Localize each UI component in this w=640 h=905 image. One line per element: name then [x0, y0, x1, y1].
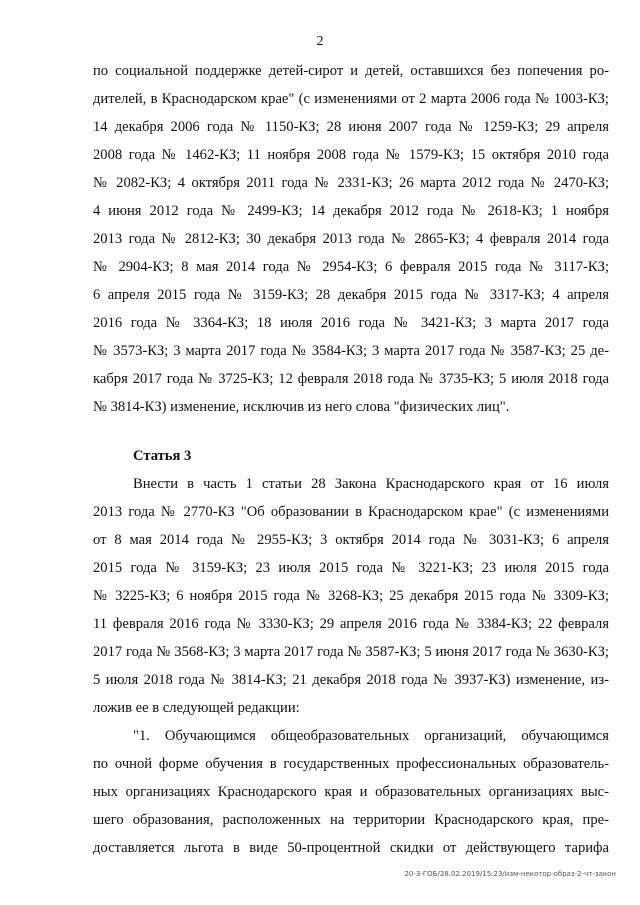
paragraph-line: от 8 мая 2014 года № 2955-КЗ; 3 октября 2014 года № 3031-КЗ; 6 апреля [93, 532, 609, 548]
paragraph-line: 2013 года № 2812-КЗ; 30 декабря 2013 года № 2865-КЗ; 4 февраля 2014 года [93, 231, 609, 247]
paragraph-line: № 3814-КЗ) изменение, исключив из него слова "физических лиц". [93, 399, 510, 415]
paragraph-line: № 2904-КЗ; 8 мая 2014 года № 2954-КЗ; 6 февраля 2015 года № 3117-КЗ; [93, 259, 609, 275]
paragraph-line: 11 февраля 2016 года № 3330-КЗ; 29 апреля 2016 года № 3384-КЗ; 22 февраля [93, 616, 609, 632]
paragraph-line: Внести в часть 1 статьи 28 Закона Краснодарского края от 16 июля [133, 476, 609, 492]
paragraph-line: 6 апреля 2015 года № 3159-КЗ; 28 декабря 2015 года № 3317-КЗ; 4 апреля [93, 287, 609, 303]
article-heading: Статья 3 [133, 448, 192, 464]
paragraph-line: ложив ее в следующей редакции: [93, 700, 300, 716]
quote-line: доставляется льгота в виде 50-процентной скидки от действующего тарифа [93, 840, 609, 856]
paragraph-line: по социальной поддержке детей-сирот и детей, оставшихся без попечения ро- [93, 63, 609, 79]
page-number: 2 [316, 34, 324, 49]
document-footer-code: 20-3-ГОБ/28.02.2019/15:23/изм-некотор-образ-2-чт-закон [404, 870, 616, 878]
paragraph-line: 2008 года № 1462-КЗ; 11 ноября 2008 года № 1579-КЗ; 15 октября 2010 года [93, 147, 609, 163]
quote-line: ных организациях Краснодарского края и образовательных организациях выс- [93, 784, 609, 800]
quote-line: по очной форме обучения в государственных профессиональных образователь- [93, 756, 609, 772]
paragraph-line: № 2082-КЗ; 4 октября 2011 года № 2331-КЗ; 26 марта 2012 года № 2470-КЗ; [93, 175, 609, 191]
paragraph-line: 5 июля 2018 года № 3814-КЗ; 21 декабря 2018 года № 3937-КЗ) изменение, из- [93, 672, 609, 688]
paragraph-line: 4 июня 2012 года № 2499-КЗ; 14 декабря 2012 года № 2618-КЗ; 1 ноября [93, 203, 609, 219]
paragraph-line: дителей, в Краснодарском крае" (с изменениями от 2 марта 2006 года № 1003-КЗ; [93, 91, 609, 107]
paragraph-line: № 3573-КЗ; 3 марта 2017 года № 3584-КЗ; 3 марта 2017 года № 3587-КЗ; 25 де- [93, 343, 609, 359]
paragraph-line: 2013 года № 2770-КЗ "Об образовании в Краснодарском крае" (с изменениями [93, 504, 609, 520]
paragraph-line: 2017 года № 3568-КЗ; 3 марта 2017 года № 3587-КЗ; 5 июня 2017 года № 3630-КЗ; [93, 644, 609, 660]
quote-line: шего образования, расположенных на территории Краснодарского края, пре- [93, 812, 609, 828]
paragraph-line: 2015 года № 3159-КЗ; 23 июля 2015 года № 3221-КЗ; 23 июля 2015 года [93, 560, 609, 576]
quote-line: "1. Обучающимся общеобразовательных организаций, обучающимся [133, 728, 609, 744]
paragraph-line: № 3225-КЗ; 6 ноября 2015 года № 3268-КЗ; 25 декабря 2015 года № 3309-КЗ; [93, 588, 609, 604]
paragraph-line: 14 декабря 2006 года № 1150-КЗ; 28 июня 2007 года № 1259-КЗ; 29 апреля [93, 119, 609, 135]
paragraph-line: 2016 года № 3364-КЗ; 18 июля 2016 года № 3421-КЗ; 3 марта 2017 года [93, 315, 609, 331]
paragraph-line: кабря 2017 года № 3725-КЗ; 12 февраля 2018 года № 3735-КЗ; 5 июля 2018 года [93, 371, 609, 387]
